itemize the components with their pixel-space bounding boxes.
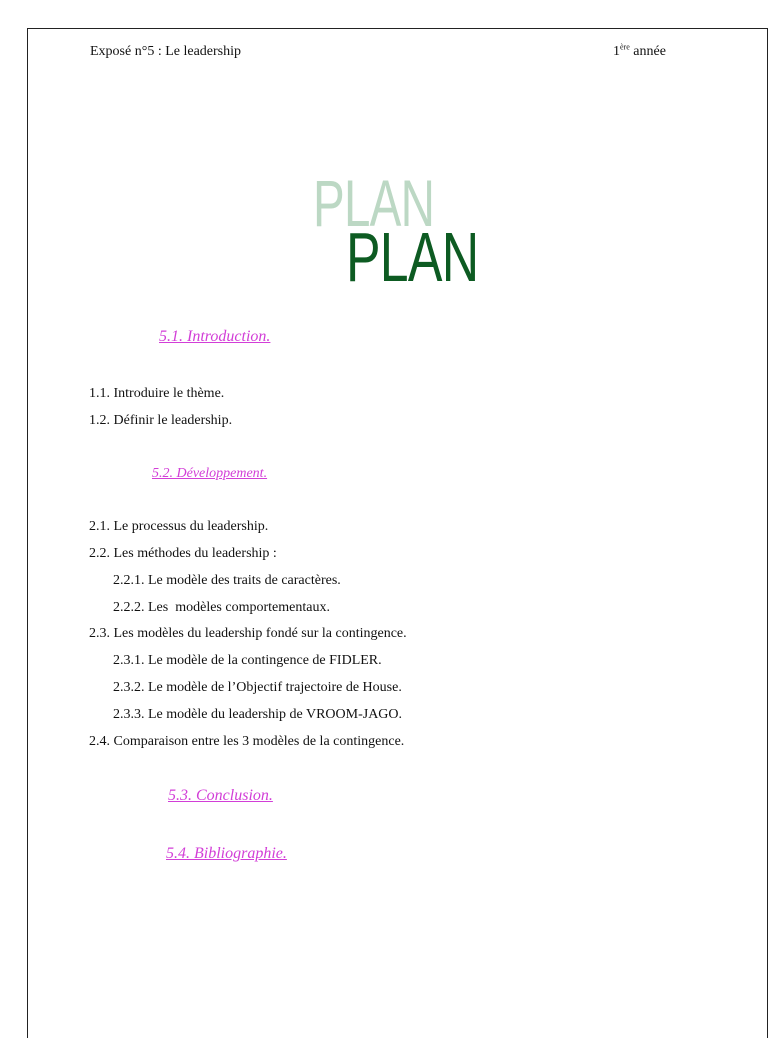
section-bibliographie: 5.4. Bibliographie. <box>166 845 287 862</box>
header-year <box>613 44 666 60</box>
dev-subitem: 2.3.1. Le modèle de la contingence de FIDLER. <box>113 653 382 668</box>
dev-subitem: 2.2.1. Le modèle des traits de caractères. <box>113 573 341 588</box>
intro-item: 1.2. Définir le leadership. <box>89 413 233 428</box>
plan-shadow-heading: PLAN <box>313 166 435 240</box>
year-ordinal: ère <box>620 42 630 52</box>
dev-subitem: 2.3.3. Le modèle du leadership de VROOM-JAGO. <box>113 707 403 722</box>
header-title: Exposé n°5 : Le leadership <box>90 44 241 59</box>
dev-item: 2.1. Le processus du leadership. <box>89 519 269 534</box>
intro-item: 1.1. Introduire le thème. <box>89 386 225 401</box>
dev-subitem: 2.2.2. Les modèles comportementaux. <box>113 600 330 615</box>
section-conclusion: 5.3. Conclusion. <box>168 787 273 804</box>
dev-item: 2.3. Les modèles du leadership fondé sur la contingence. <box>89 626 407 641</box>
section-developpement: 5.2. Développement. <box>152 466 268 481</box>
section-introduction: 5.1. Introduction. <box>159 328 271 345</box>
dev-subitem: 2.3.2. Le modèle de l’Objectif trajectoire de House. <box>113 680 402 695</box>
year-word: année <box>633 44 666 59</box>
plan-heading: PLAN <box>346 218 479 296</box>
dev-item: 2.2. Les méthodes du leadership : <box>89 546 277 561</box>
dev-item: 2.4. Comparaison entre les 3 modèles de la contingence. <box>89 734 405 749</box>
year-number: 1 <box>613 44 620 59</box>
